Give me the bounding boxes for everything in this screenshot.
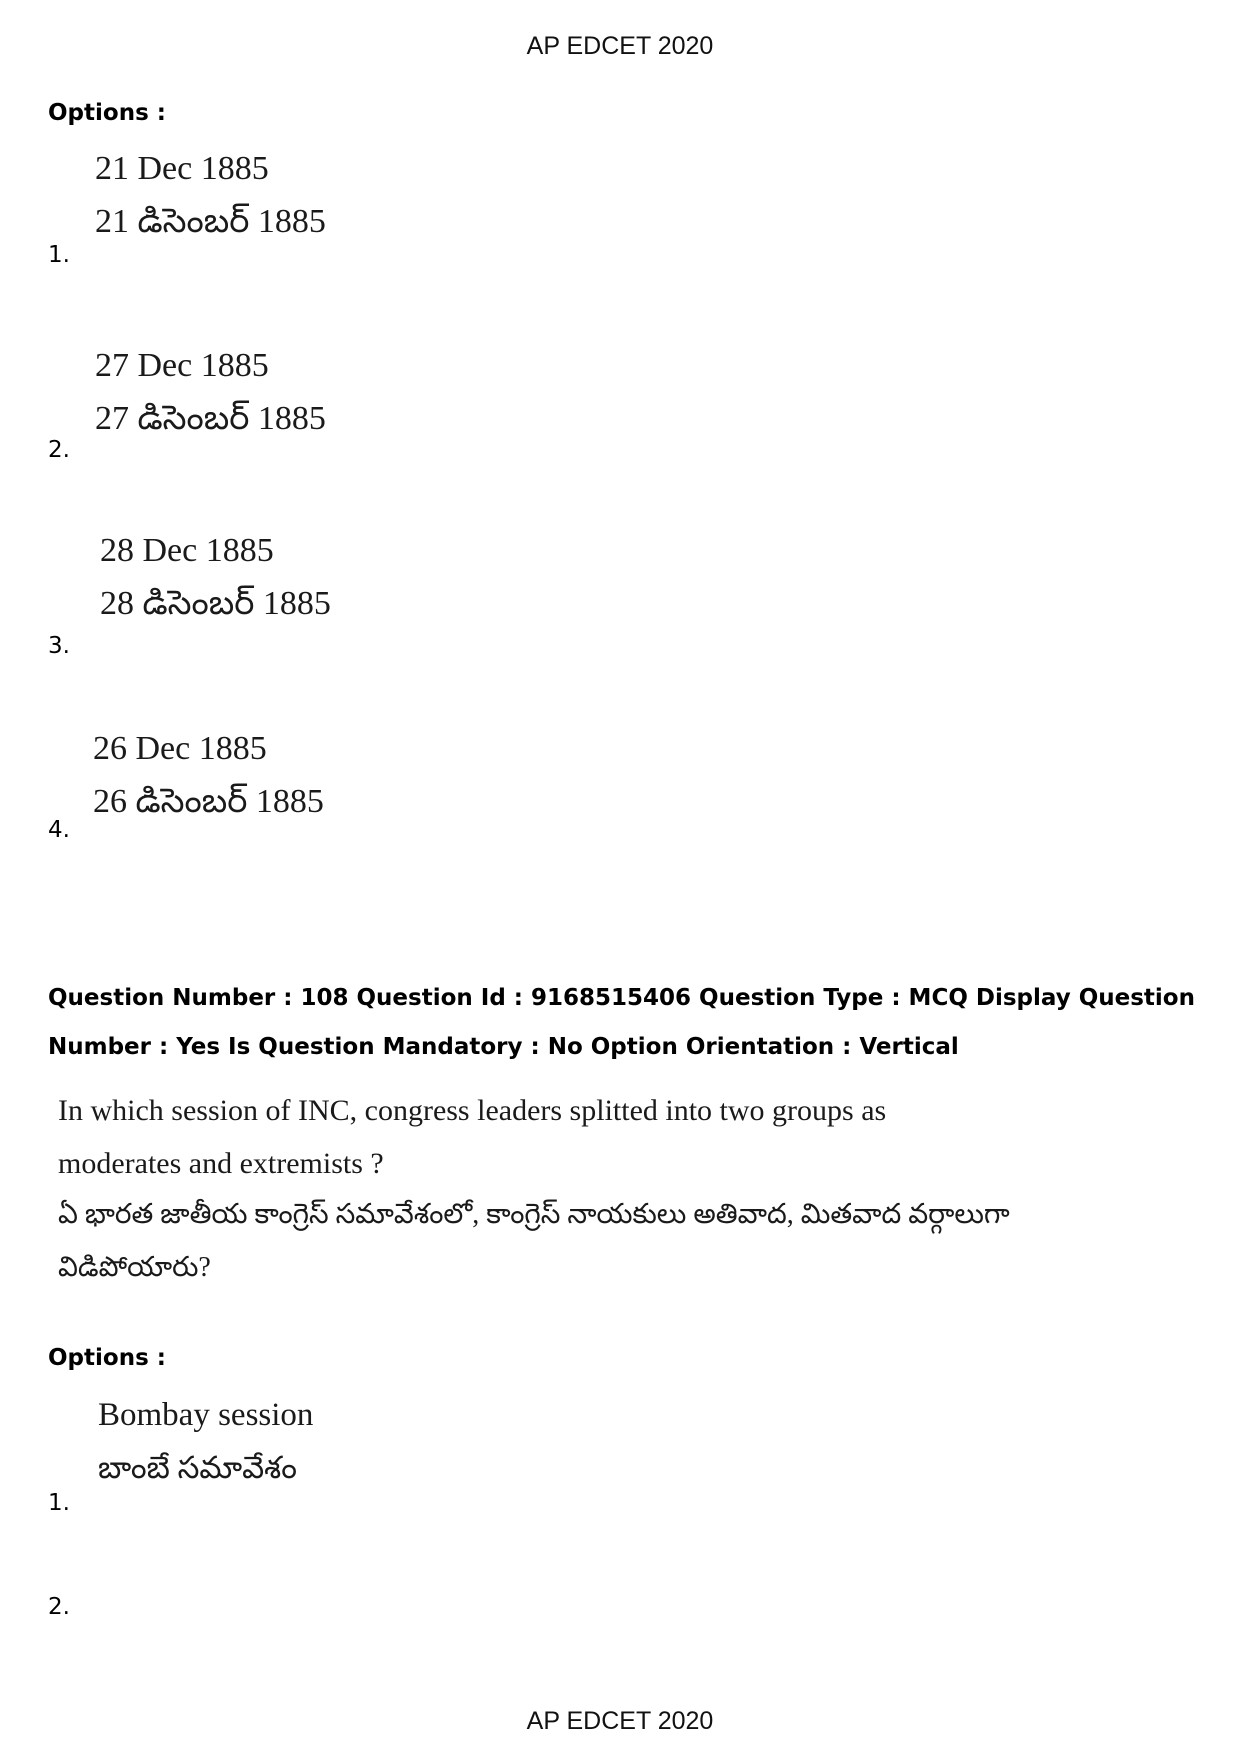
page-header: AP EDCET 2020 xyxy=(526,32,714,60)
option-4-number: 4. xyxy=(48,817,70,843)
question-text-telugu-2: విడిపోయారు? xyxy=(58,1252,211,1283)
option-3-number: 3. xyxy=(48,633,70,659)
option-4-english: 26 Dec 1885 xyxy=(93,730,267,767)
question-option-2-number: 2. xyxy=(48,1594,70,1620)
option-1-english: 21 Dec 1885 xyxy=(95,150,269,187)
question-option-1-english: Bombay session xyxy=(98,1397,314,1433)
option-3-english: 28 Dec 1885 xyxy=(100,532,274,569)
question-text-english-2: moderates and extremists ? xyxy=(58,1147,384,1180)
option-4-telugu: 26 డిసెంబర్ 1885 xyxy=(93,783,324,820)
question-option-1-number: 1. xyxy=(48,1490,70,1516)
question-text-english-1: In which session of INC, congress leaders splitted into two groups as xyxy=(58,1094,887,1127)
question-meta-line-2: Number : Yes Is Question Mandatory : No Option Orientation : Vertical xyxy=(48,1034,959,1060)
option-2-number: 2. xyxy=(48,437,70,463)
option-2-english: 27 Dec 1885 xyxy=(95,347,269,384)
option-2-telugu: 27 డిసెంబర్ 1885 xyxy=(95,400,326,437)
question-meta-line-1: Question Number : 108 Question Id : 9168515406 Question Type : MCQ Display Question xyxy=(48,985,1195,1011)
option-1-number: 1. xyxy=(48,242,70,268)
options-label: Options : xyxy=(48,100,166,126)
option-3-telugu: 28 డిసెంబర్ 1885 xyxy=(100,585,331,622)
question-option-1-telugu: బాంబే సమావేశం xyxy=(98,1450,297,1485)
question-text-telugu-1: ఏ భారత జాతీయ కాంగ్రెస్ సమావేశంలో, కాంగ్రెస్ నాయకులు అతివాద, మితవాద వర్గాలుగా xyxy=(58,1199,1010,1230)
question-options-label: Options : xyxy=(48,1345,166,1371)
page-footer: AP EDCET 2020 xyxy=(526,1707,714,1735)
option-1-telugu: 21 డిసెంబర్ 1885 xyxy=(95,203,326,240)
